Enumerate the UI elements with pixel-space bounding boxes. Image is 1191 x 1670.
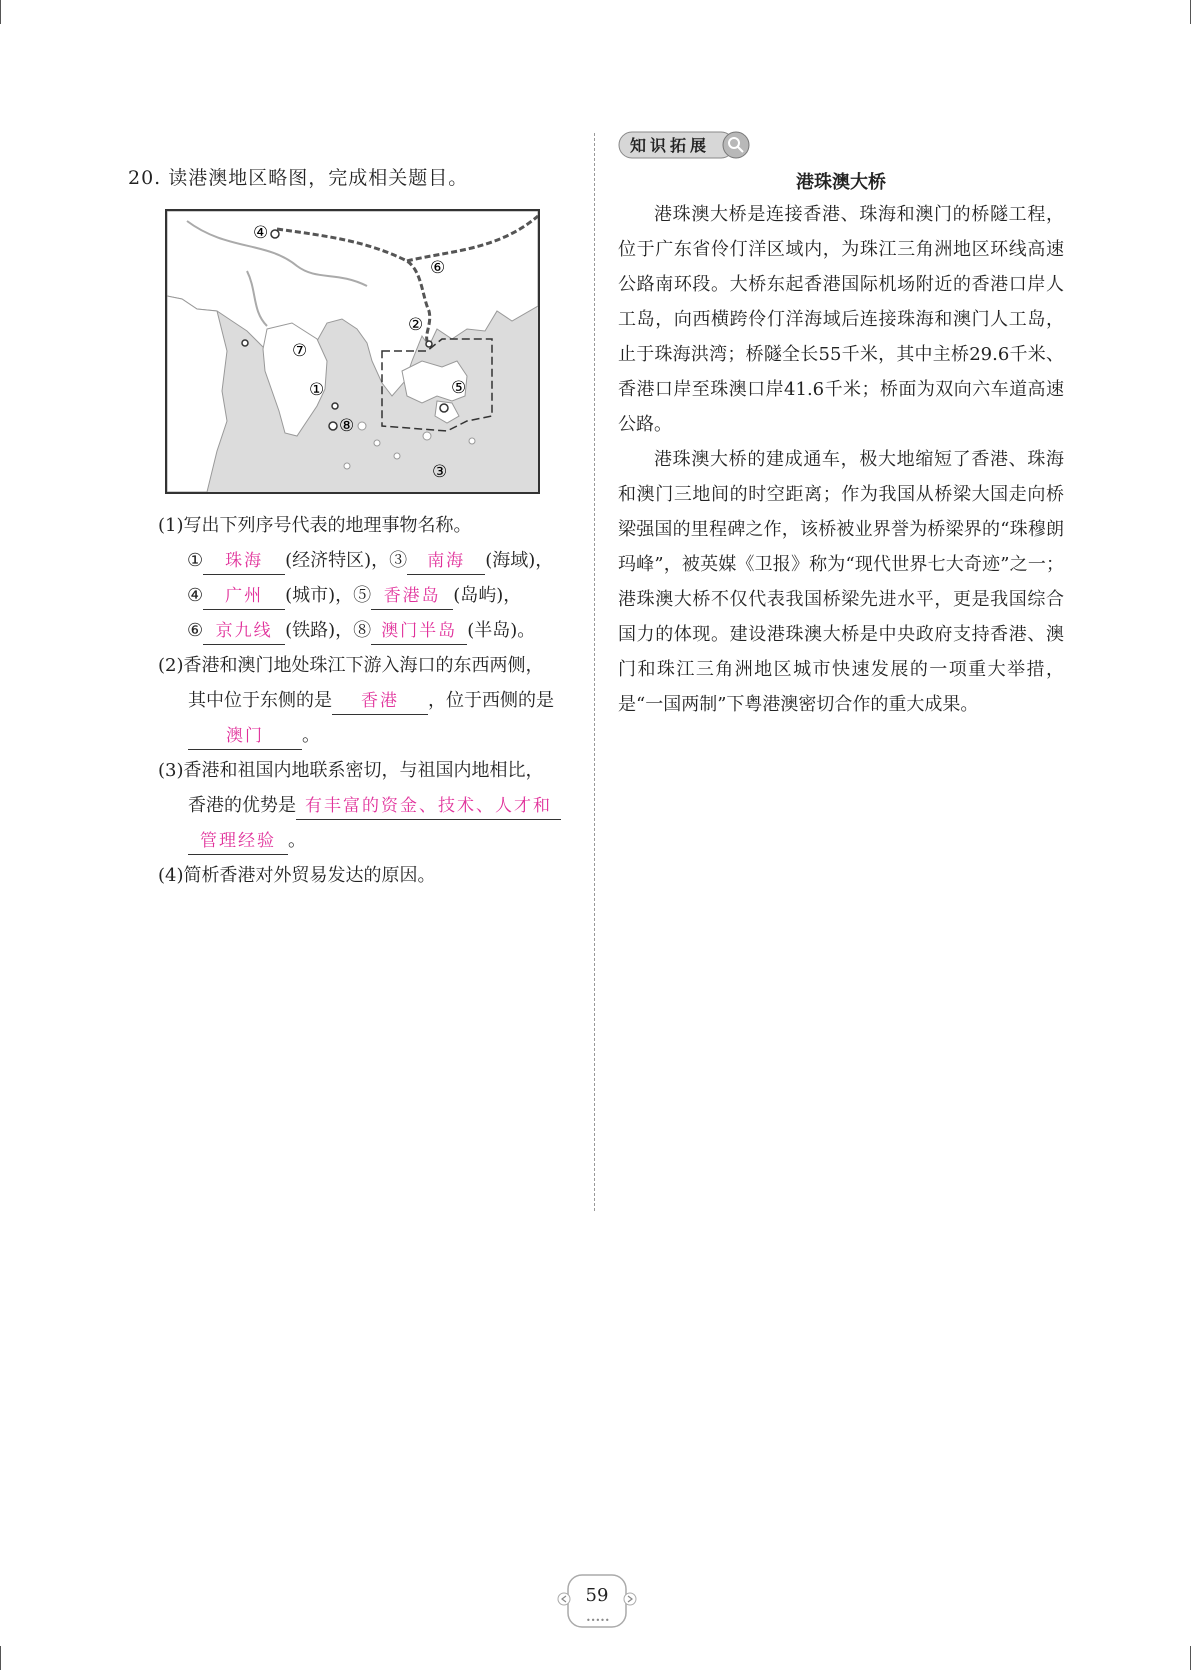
- knowledge-badge: [618, 130, 753, 160]
- article-title: 港珠澳大桥: [796, 172, 886, 193]
- part2-line3: [188, 718, 320, 753]
- answer-blank: 京九线: [203, 618, 285, 645]
- islet: [374, 440, 380, 446]
- map-label-6: ⑥: [430, 258, 446, 278]
- map-label-1: ①: [309, 380, 325, 400]
- label: (经济特区)，③: [285, 550, 408, 571]
- badge-label: 知识拓展: [630, 136, 711, 155]
- answer-blank: 澳门: [188, 723, 302, 750]
- label: 香港的优势是: [188, 795, 296, 816]
- islet: [358, 422, 366, 430]
- part2-line2: [188, 683, 554, 718]
- label: (铁路)，⑧: [285, 620, 372, 641]
- part3-block: [158, 753, 578, 858]
- map-label-3: ③: [432, 462, 448, 482]
- part1-row1: [187, 543, 553, 578]
- article-body: [618, 197, 1064, 722]
- part3-line1: (3)香港和祖国内地联系密切，与祖国内地相比，: [158, 760, 544, 781]
- answer-blank: 南海: [407, 548, 485, 575]
- page-number: 59: [585, 1585, 609, 1606]
- label: 。: [288, 830, 306, 851]
- num: ①: [187, 550, 204, 571]
- map-label-4: ④: [253, 223, 269, 243]
- city-marker-guangzhou: [271, 230, 279, 238]
- part1-prompt: (1)写出下列序号代表的地理事物名称。: [158, 515, 472, 536]
- answer-blank: 香港: [332, 688, 428, 715]
- label: (岛屿)，: [453, 585, 522, 606]
- part4-block: [158, 858, 578, 893]
- hk-macau-map: [165, 209, 540, 494]
- badge-svg: [618, 130, 753, 160]
- part3-line2: [188, 788, 561, 823]
- answer-blank: 管理经验: [188, 828, 288, 855]
- islet: [423, 432, 431, 440]
- answer-blank: 有丰富的资金、技术、人才和: [296, 793, 561, 820]
- part3-line3: [188, 823, 306, 858]
- svg-text:•••••: •••••: [586, 1616, 610, 1625]
- city-marker-zhuhai: [332, 403, 338, 409]
- answer-blank: 广州: [203, 583, 285, 610]
- question-title: 20. 读港澳地区略图，完成相关题目。: [128, 167, 469, 189]
- map-svg: [167, 211, 538, 492]
- answer-blank: 香港岛: [371, 583, 453, 610]
- islet: [344, 463, 350, 469]
- label: 。: [302, 725, 320, 746]
- label: (城市)，⑤: [285, 585, 372, 606]
- part1-row2: [187, 578, 521, 613]
- map-label-8: ⑧: [339, 416, 355, 436]
- crop-mark: [0, 1646, 1, 1670]
- map-label-2: ②: [408, 315, 424, 335]
- column-divider: [594, 133, 595, 1211]
- part2-line1: (2)香港和澳门地处珠江下游入海口的东西两侧，: [158, 655, 544, 676]
- map-label-5: ⑤: [451, 378, 467, 398]
- article-paragraph: 港珠澳大桥的建成通车，极大地缩短了香港、珠海和澳门三地间的时空距离；作为我国从桥梁大国走向桥梁强国的里程碑之作，该桥被业界誉为桥梁界的“珠穆朗玛峰”，被英媒《卫报》称为“现代世界七大奇迹”之一；港珠澳大桥不仅代表我国桥梁先进水平，更是我国综合国力的体现。建设港珠澳大桥是中央政府支持香港、澳门和珠江三角洲地区城市快速发展的一项重大举措，是“一国两制”下粤港澳密切合作的重大成果。: [618, 449, 1064, 715]
- city-marker-macau: [329, 422, 337, 430]
- crop-mark: [0, 0, 1, 24]
- city-marker-2: [426, 341, 432, 347]
- num: ⑥: [187, 620, 204, 641]
- label: 其中位于东侧的是: [188, 690, 332, 711]
- islet: [394, 453, 400, 459]
- part1-row3: [187, 613, 535, 648]
- city-marker-hk: [440, 404, 448, 412]
- label: ，位于西侧的是: [428, 690, 554, 711]
- part2-block: [158, 648, 578, 753]
- answer-blank: 珠海: [203, 548, 285, 575]
- part4-line1: (4)简析香港对外贸易发达的原因。: [158, 865, 436, 886]
- label: (半岛)。: [467, 620, 536, 641]
- map-label-7: ⑦: [292, 341, 308, 361]
- part1-block: [158, 508, 578, 648]
- answer-blank: 澳门半岛: [371, 618, 467, 645]
- label: (海域)，: [485, 550, 554, 571]
- article-paragraph: 港珠澳大桥是连接香港、珠海和澳门的桥隧工程，位于广东省伶仃洋区域内，为珠江三角洲地区环线高速公路南环段。大桥东起香港国际机场附近的香港口岸人工岛，向西横跨伶仃洋海域后连接珠海和澳门人工岛，止于珠海洪湾；桥隧全长55千米，其中主桥29.6千米、香港口岸至珠澳口岸41.6千米；桥面为双向六车道高速公路。: [618, 204, 1064, 435]
- num: ④: [187, 585, 204, 606]
- city-marker: [242, 340, 248, 346]
- islet: [469, 438, 475, 444]
